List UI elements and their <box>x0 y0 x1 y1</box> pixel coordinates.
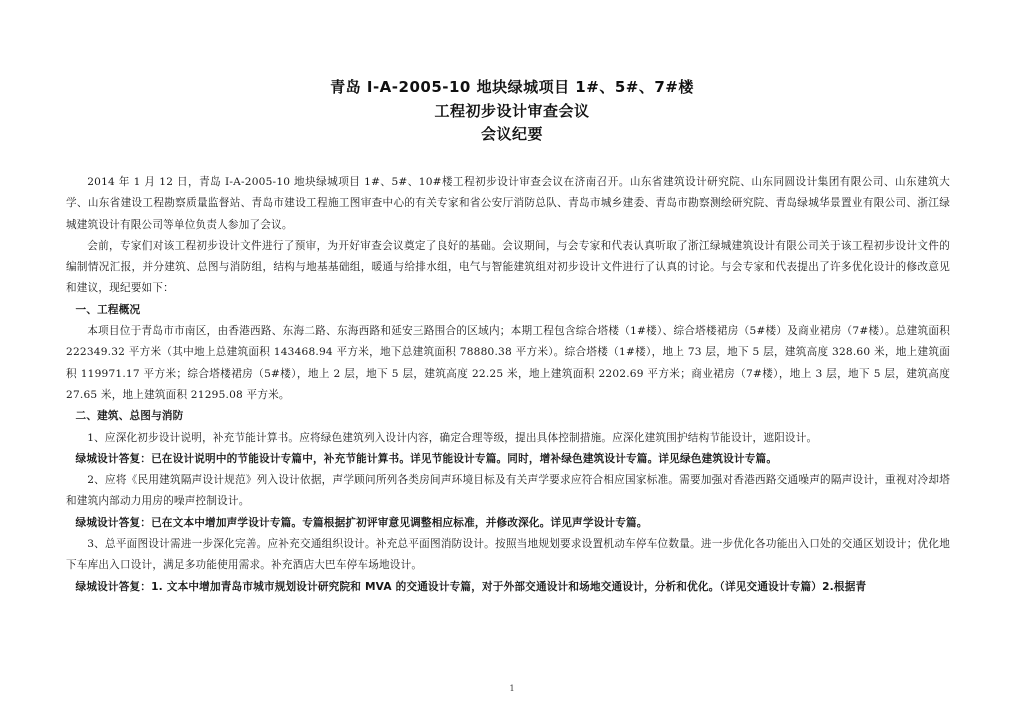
section-heading-architecture: 二、建筑、总图与消防 <box>75 410 184 423</box>
document-title-line-2: 工程初步设计审查会议 <box>434 102 590 120</box>
reply-1-paragraph: 绿城设计答复：已在设计说明中的节能设计专篇中，补充节能计算书。详见节能设计专篇。同时，增补绿色建筑设计专篇。详见绿色建筑设计专篇。 <box>75 452 778 465</box>
page-number: 1 <box>509 684 515 693</box>
document-body <box>66 172 950 598</box>
meeting-paragraph: 会前，专家们对该工程初步设计文件进行了预审，为开好审查会议奠定了良好的基础。会议期间，与会专家和代表认真听取了浙江绿城建筑设计有限公司关于该工程初步设计文件的编制情况汇报，并分建筑、总图与消防组，结构与地基基础组，暖通与给排水组，电气与智能建筑组对初步设计文件进行了认真的讨论。与会专家和代表提出了许多优化设计的修改意见和建议，现纪要如下： <box>66 239 950 295</box>
reply-2-paragraph: 绿城设计答复：已在文本中增加声学设计专篇。专篇根据扩初评审意见调整相应标准，并修改深化。详见声学设计专篇。 <box>75 516 648 529</box>
item-3-paragraph: 3、总平面图设计需进一步深化完善。应补充交通组织设计。补充总平面图消防设计。按照当地规划要求设置机动车停车位数量。进一步优化各功能出入口处的交通区划设计；优化地下车库出入口设计，满足多功能使用需求。补充酒店大巴车停车场地设计。 <box>66 538 950 572</box>
item-2-paragraph: 2、应将《民用建筑隔声设计规范》列入设计依据，声学顾问所列各类房间声环境目标及有关声学要求应符合相应国家标准。需要加强对香港西路交通噪声的隔声设计，重视对冷却塔和建筑内部动力用房的噪声控制设计。 <box>66 474 950 508</box>
section-heading-overview: 一、工程概况 <box>75 303 141 316</box>
document-title-line-3: 会议纪要 <box>480 125 543 143</box>
item-1-paragraph: 1、应深化初步设计说明，补充节能计算书。应将绿色建筑列入设计内容，确定合理等级，提出具体控制措施。应深化建筑围护结构节能设计，遮阳设计。 <box>87 431 818 444</box>
document-title-line-1: 青岛 I-A-2005-10 地块绿城项目 1#、5#、7#楼 <box>330 78 694 96</box>
overview-paragraph: 本项目位于青岛市市南区，由香港西路、东海二路、东海西路和延安三路围合的区域内；本期工程包含综合塔楼（1#楼）、综合塔楼裙房（5#楼）及商业裙房（7#楼）。总建筑面积 222349.32 平方米（其中地上总建筑面积 143468.94 平方米，地下总建筑面积 78880.38 平方米）。综合塔楼（1#楼），地上 73 层，地下 5 层，建筑高度 328.60 米，地上建筑面积 119971.17 平方米；综合塔楼裙房（5#楼），地上 2 层，地下 5 层，建筑高度 22.25 米，地上建筑面积 2202.69 平方米；商业裙房（7#楼），地上 3 层，地下 5 层，建筑高度 27.65 米，地上建筑面积 21295.08 平方米。 <box>66 325 950 401</box>
reply-3-paragraph: 绿城设计答复：1. 文本中增加青岛市城市规划设计研究院和 MVA 的交通设计专篇，对于外部交通设计和场地交通设计，分析和优化。（详见交通设计专篇）2.根据青 <box>75 580 867 593</box>
intro-paragraph: 2014 年 1 月 12 日，青岛 I-A-2005-10 地块绿城项目 1#、5#、10#楼工程初步设计审查会议在济南召开。山东省建筑设计研究院、山东同圆设计集团有限公司、山东建筑大学、山东省建设工程勘察质量监督站、青岛市建设工程施工图审查中心的有关专家和省公安厅消防总队、青岛市城乡建委、青岛市勘察测绘研究院、青岛绿城华景置业有限公司、浙江绿城建筑设计有限公司等单位负责人参加了会议。 <box>66 176 950 231</box>
